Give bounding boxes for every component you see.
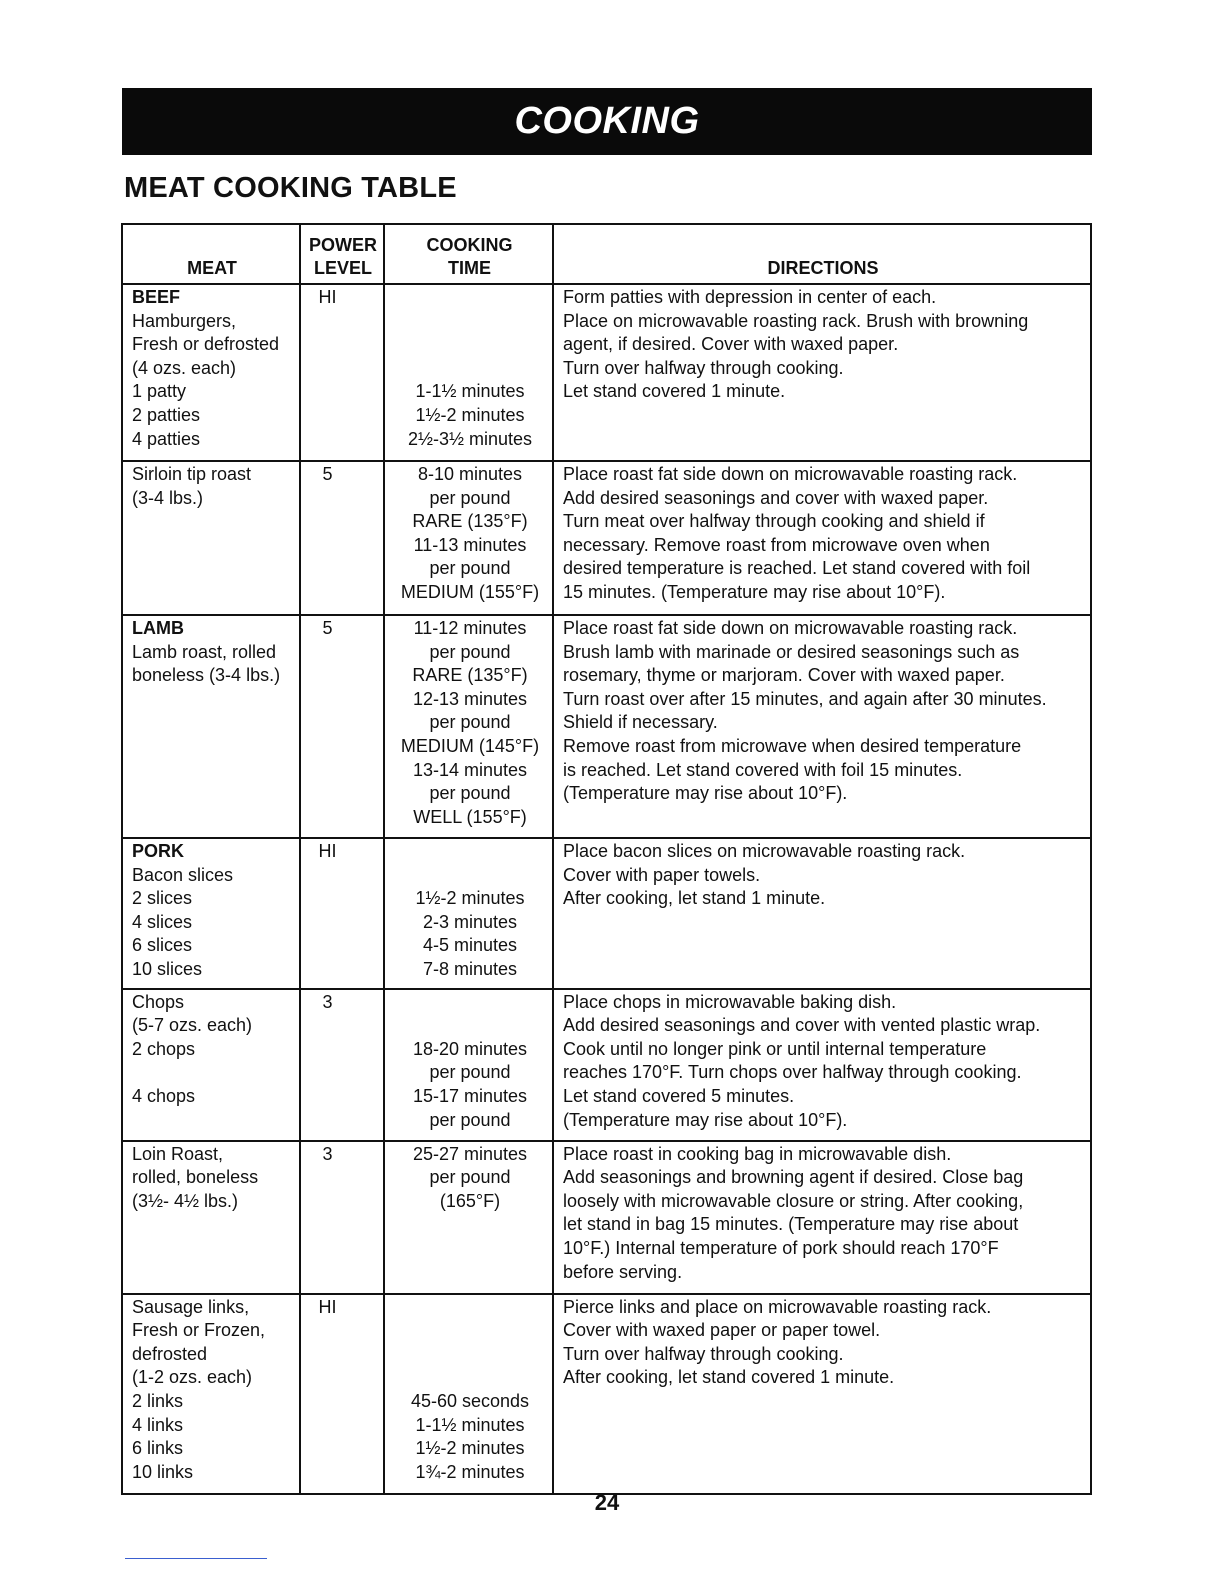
directions-cell-line: Turn over halfway through cooking. xyxy=(563,357,844,378)
cooking-time-cell-line: 1¾-2 minutes xyxy=(415,1461,525,1482)
cooking-time-cell-line xyxy=(394,357,546,381)
meat-cell-line: 2 slices xyxy=(132,888,193,909)
meat-cell-line: Fresh or Frozen, xyxy=(132,1320,266,1341)
cooking-time-cell xyxy=(384,838,553,989)
meat-cell-line: 4 slices xyxy=(132,911,193,932)
cooking-time-cell xyxy=(384,1141,553,1294)
meat-cell-line: 2 chops xyxy=(132,1038,196,1059)
directions-cell-line: Brush lamb with marinade or desired seasonings such as xyxy=(563,641,1020,662)
cooking-time-cell-line: per pound xyxy=(429,783,511,804)
meat-cell-line: Bacon slices xyxy=(132,864,234,885)
meat-cell-line: Sirloin tip roast xyxy=(132,464,252,484)
cooking-time-cell-line: WELL (155°F) xyxy=(413,806,527,827)
power-level-cell xyxy=(300,615,384,838)
directions-cell-line: agent, if desired. Cover with waxed paper. xyxy=(563,334,899,355)
meat-cell-line: PORK xyxy=(132,841,185,861)
meat-cell-line: Lamb roast, rolled xyxy=(132,641,277,662)
power-level-cell xyxy=(300,284,384,461)
directions-cell-line: Turn roast over after 15 minutes, and again after 30 minutes. xyxy=(563,688,1047,709)
cooking-time-cell-line: 25-27 minutes xyxy=(412,1143,528,1164)
power-level-cell-line: HI xyxy=(318,841,337,861)
table-body xyxy=(122,284,1091,1494)
cooking-time-cell-line xyxy=(394,864,546,888)
directions-cell-line: desired temperature is reached. Let stand covered with foil xyxy=(563,558,1031,579)
meat-cell-line: Loin Roast, xyxy=(132,1143,224,1164)
directions-cell-line: After cooking, let stand covered 1 minute. xyxy=(563,1367,895,1388)
meat-cell-line: 2 patties xyxy=(132,404,201,425)
directions-cell xyxy=(553,1141,1091,1294)
directions-cell-line: Cover with paper towels. xyxy=(563,864,761,885)
cooking-time-cell-line: 1½-2 minutes xyxy=(415,404,525,425)
directions-cell-line: before serving. xyxy=(563,1261,683,1282)
cooking-time-cell-line xyxy=(394,840,546,864)
meat-cell-line: (3½- 4½ lbs.) xyxy=(132,1190,239,1211)
directions-cell-line: let stand in bag 15 minutes. (Temperature may rise about xyxy=(563,1214,1019,1235)
header-meat xyxy=(122,224,300,284)
meat-cell xyxy=(122,1141,300,1294)
cooking-time-cell-line: (165°F) xyxy=(439,1190,501,1211)
meat-cell-line: Sausage links, xyxy=(132,1296,250,1317)
meat-cell-line: (1-2 ozs. each) xyxy=(132,1367,253,1388)
header-line: TIME xyxy=(448,258,491,279)
directions-cell-line: Place bacon slices on microwavable roasting rack. xyxy=(563,841,966,861)
cooking-time-cell-line: per pound xyxy=(429,558,511,579)
directions-cell-line: necessary. Remove roast from microwave oven when xyxy=(563,534,990,555)
directions-cell-line: Shield if necessary. xyxy=(563,712,718,733)
cooking-time-cell-line: per pound xyxy=(429,1109,511,1130)
cooking-time-cell xyxy=(384,989,553,1141)
meat-cell-line: rolled, boneless xyxy=(132,1167,259,1188)
directions-cell-line: Remove roast from microwave when desired temperature xyxy=(563,735,1022,756)
meat-cell-line: (5-7 ozs. each) xyxy=(132,1015,253,1036)
header-line: LEVEL xyxy=(313,258,372,279)
cooking-time-cell-line: 15-17 minutes xyxy=(412,1085,528,1106)
directions-cell-line: Let stand covered 1 minute. xyxy=(563,381,786,402)
meat-cell xyxy=(122,461,300,615)
cooking-time-cell-line: per pound xyxy=(429,641,511,662)
cooking-time-cell-line xyxy=(394,1366,546,1390)
cooking-time-cell-line: per pound xyxy=(429,487,511,508)
header-line: DIRECTIONS xyxy=(767,258,879,279)
meat-cell xyxy=(122,838,300,989)
header-directions xyxy=(553,224,1091,284)
banner-title: COOKING xyxy=(514,100,700,142)
cooking-time-cell-line: 1½-2 minutes xyxy=(415,888,525,909)
cooking-time-cell-line: per pound xyxy=(429,1167,511,1188)
power-level-cell xyxy=(300,1294,384,1494)
meat-cell-line: 4 chops xyxy=(132,1085,196,1106)
directions-cell-line: Place roast fat side down on microwavable roasting rack. xyxy=(563,464,1018,484)
header-line: COOKING xyxy=(426,234,513,255)
meat-cell-line: BEEF xyxy=(132,287,181,307)
directions-cell-line: rosemary, thyme or marjoram. Cover with waxed paper. xyxy=(563,665,1005,686)
power-level-cell xyxy=(300,1141,384,1294)
section-banner xyxy=(122,88,1092,155)
meat-cell-line: 10 slices xyxy=(132,958,203,979)
meat-cell-line: (4 ozs. each) xyxy=(132,357,237,378)
table-row xyxy=(122,461,1091,615)
power-level-cell-line: HI xyxy=(318,1296,337,1317)
power-level-cell xyxy=(300,838,384,989)
meat-cell-line: 2 links xyxy=(132,1390,184,1411)
directions-cell xyxy=(553,1294,1091,1494)
directions-cell-line: Place on microwavable roasting rack. Brush with browning xyxy=(563,310,1029,331)
directions-cell xyxy=(553,284,1091,461)
cooking-time-cell-line xyxy=(394,991,546,1015)
cooking-time-cell-line xyxy=(394,1014,546,1038)
directions-cell-line: Turn over halfway through cooking. xyxy=(563,1343,844,1364)
meat-cell-line xyxy=(132,1061,293,1085)
power-level-cell-line: 3 xyxy=(322,991,333,1012)
table-row xyxy=(122,838,1091,989)
meat-cell-line: 10 links xyxy=(132,1461,194,1482)
directions-cell-line: Let stand covered 5 minutes. xyxy=(563,1085,795,1106)
cooking-time-cell xyxy=(384,615,553,838)
cooking-time-cell-line: 13-14 minutes xyxy=(412,759,528,780)
cooking-time-cell-line xyxy=(394,1319,546,1343)
meat-cell-line: 6 slices xyxy=(132,935,193,956)
meat-cell xyxy=(122,615,300,838)
cooking-time-cell-line: 1-1½ minutes xyxy=(415,381,525,402)
footer-rule xyxy=(125,1558,267,1559)
meat-cell-line: LAMB xyxy=(132,618,184,638)
directions-cell-line: loosely with microwavable closure or string. After cooking, xyxy=(563,1190,1024,1211)
cooking-time-cell-line: 1-1½ minutes xyxy=(415,1414,525,1435)
power-level-cell-line: 5 xyxy=(322,618,333,638)
directions-cell-line: Cook until no longer pink or until internal temperature xyxy=(563,1038,987,1059)
table-row xyxy=(122,1294,1091,1494)
power-level-cell xyxy=(300,989,384,1141)
directions-cell-line: Place roast fat side down on microwavable roasting rack. xyxy=(563,618,1018,638)
cooking-time-cell xyxy=(384,284,553,461)
power-level-cell xyxy=(300,461,384,615)
directions-cell-line: Add seasonings and browning agent if desired. Close bag xyxy=(563,1167,1024,1188)
cooking-time-cell-line: 12-13 minutes xyxy=(412,688,528,709)
table-row xyxy=(122,615,1091,838)
directions-cell xyxy=(553,461,1091,615)
meat-cooking-table xyxy=(121,223,1092,1495)
cooking-time-cell-line xyxy=(394,286,546,310)
cooking-time-cell-line: 2½-3½ minutes xyxy=(407,428,533,449)
directions-cell-line: reaches 170°F. Turn chops over halfway through cooking. xyxy=(563,1062,1022,1083)
directions-cell-line: Place chops in microwavable baking dish. xyxy=(563,991,897,1012)
meat-cell xyxy=(122,284,300,461)
power-level-cell-line: HI xyxy=(318,287,337,307)
meat-cell-line: 1 patty xyxy=(132,381,187,402)
directions-cell-line: Add desired seasonings and cover with waxed paper. xyxy=(563,487,989,508)
directions-cell-line: 10°F.) Internal temperature of pork should reach 170°F xyxy=(563,1237,999,1258)
cooking-time-cell-line xyxy=(394,1296,546,1320)
page-number: 24 xyxy=(594,1490,620,1515)
cooking-time-cell-line: 7-8 minutes xyxy=(422,958,518,979)
cooking-time-cell-line: RARE (135°F) xyxy=(412,665,528,686)
table-row xyxy=(122,1141,1091,1294)
directions-cell-line: Pierce links and place on microwavable roasting rack. xyxy=(563,1296,992,1317)
meat-cell xyxy=(122,1294,300,1494)
meat-cell-line: Fresh or defrosted xyxy=(132,334,280,355)
cooking-time-cell-line: per pound xyxy=(429,1062,511,1083)
cooking-time-cell-line: MEDIUM (145°F) xyxy=(400,735,540,756)
directions-cell-line: Turn meat over halfway through cooking and shield if xyxy=(563,511,985,532)
cooking-time-cell-line: 18-20 minutes xyxy=(412,1038,528,1059)
directions-cell-line: Add desired seasonings and cover with vented plastic wrap. xyxy=(563,1015,1041,1036)
header-power-level xyxy=(300,224,384,284)
cooking-time-cell-line: 11-12 minutes xyxy=(413,618,527,638)
meat-cell-line: 4 links xyxy=(132,1414,184,1435)
meat-cell-line: Chops xyxy=(132,991,185,1012)
header-line: POWER xyxy=(308,234,377,255)
cooking-time-cell-line: MEDIUM (155°F) xyxy=(400,581,540,602)
cooking-time-cell xyxy=(384,461,553,615)
power-level-cell-line: 5 xyxy=(322,464,333,484)
meat-cell-line: defrosted xyxy=(132,1343,208,1364)
directions-cell xyxy=(553,838,1091,989)
meat-cell-line: Hamburgers, xyxy=(132,310,237,331)
directions-cell-line: is reached. Let stand covered with foil 15 minutes. xyxy=(563,759,963,780)
meat-cell-line: 6 links xyxy=(132,1438,184,1459)
cooking-time-cell-line: RARE (135°F) xyxy=(412,511,528,532)
meat-cell-line: (3-4 lbs.) xyxy=(132,487,204,508)
directions-cell-line: Place roast in cooking bag in microwavable dish. xyxy=(563,1143,952,1164)
cooking-time-cell-line xyxy=(394,1343,546,1367)
directions-cell-line: (Temperature may rise about 10°F). xyxy=(563,783,848,804)
cooking-time-cell-line: 45-60 seconds xyxy=(410,1390,530,1411)
header-line: MEAT xyxy=(187,258,237,279)
meat-cell-line: 4 patties xyxy=(132,428,201,449)
power-level-cell-line: 3 xyxy=(322,1143,333,1164)
directions-cell-line: Form patties with depression in center of each. xyxy=(563,287,937,307)
cooking-time-cell-line: per pound xyxy=(429,712,511,733)
cooking-time-cell-line: 4-5 minutes xyxy=(422,935,518,956)
directions-cell-line: (Temperature may rise about 10°F). xyxy=(563,1109,848,1130)
page-title: MEAT COOKING TABLE xyxy=(124,172,457,204)
header-cooking-time xyxy=(384,224,553,284)
cooking-time-cell-line: 8-10 minutes xyxy=(417,464,523,484)
table-header-row xyxy=(122,224,1091,284)
directions-cell-line: 15 minutes. (Temperature may rise about 10°F). xyxy=(563,581,946,602)
cooking-time-cell xyxy=(384,1294,553,1494)
cooking-time-cell-line xyxy=(394,333,546,357)
directions-cell-line: Cover with waxed paper or paper towel. xyxy=(563,1320,881,1341)
table-row xyxy=(122,284,1091,461)
cooking-time-cell-line: 2-3 minutes xyxy=(422,911,518,932)
directions-cell xyxy=(553,615,1091,838)
meat-cell xyxy=(122,989,300,1141)
meat-cell-line: boneless (3-4 lbs.) xyxy=(132,665,281,686)
cooking-time-cell-line: 11-13 minutes xyxy=(413,534,527,555)
cooking-time-cell-line xyxy=(394,310,546,334)
directions-cell-line: After cooking, let stand 1 minute. xyxy=(563,888,826,909)
cooking-time-cell-line: 1½-2 minutes xyxy=(415,1438,525,1459)
directions-cell xyxy=(553,989,1091,1141)
table-row xyxy=(122,989,1091,1141)
